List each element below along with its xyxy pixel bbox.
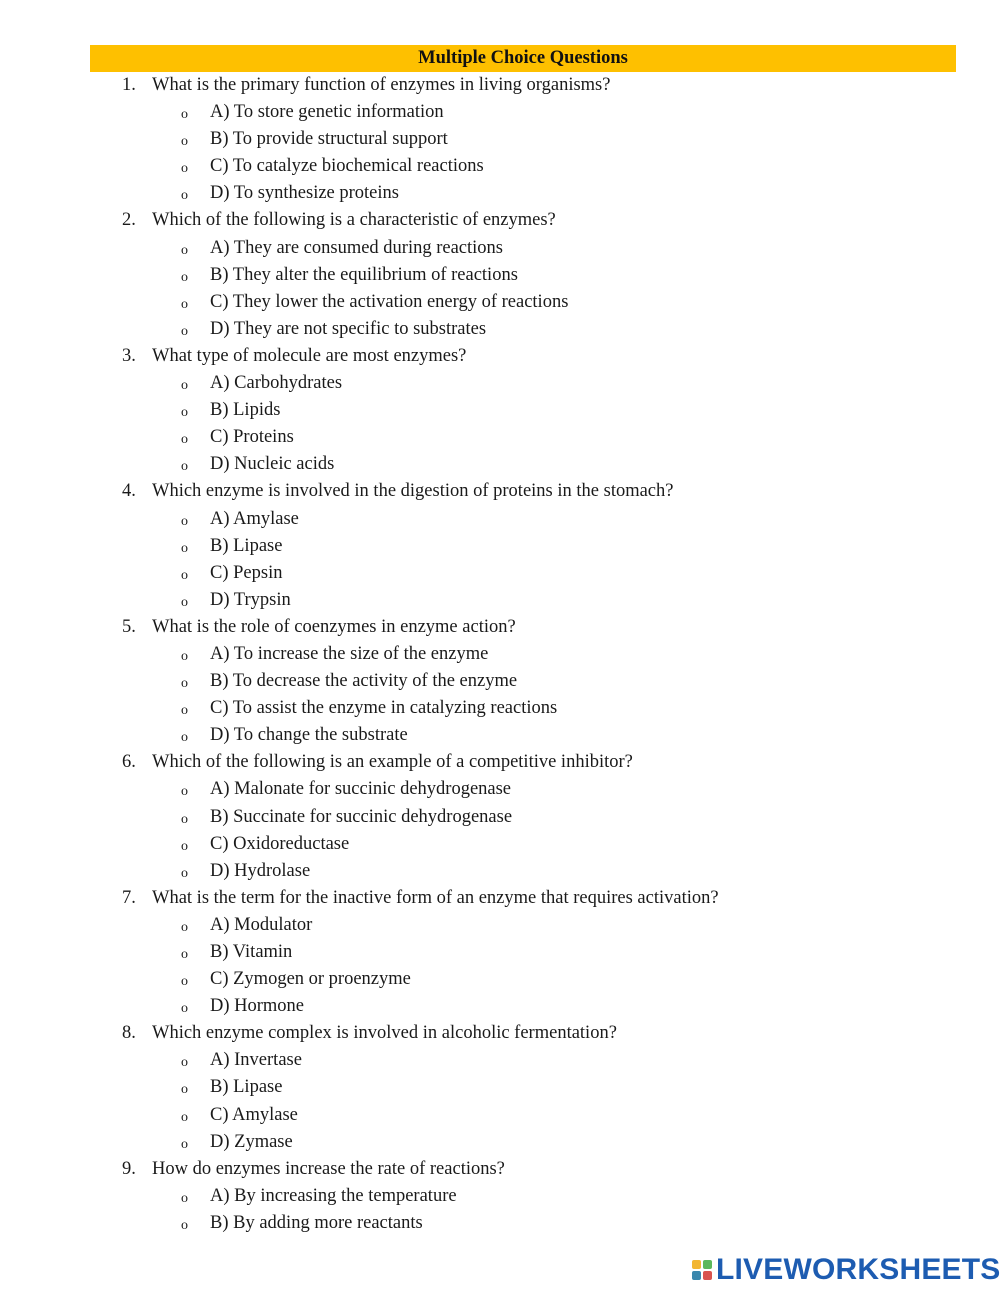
answer-option <box>0 1047 1000 1074</box>
question-text: How do enzymes increase the rate of reactions? <box>152 1158 505 1179</box>
question-text: Which enzyme complex is involved in alcoholic fermentation? <box>152 1023 617 1044</box>
option-text: C) Zymogen or proenzyme <box>210 969 411 990</box>
option-text: C) They lower the activation energy of reactions <box>210 291 569 312</box>
option-bullet-icon: o <box>181 459 188 475</box>
answer-option <box>0 1210 1000 1237</box>
question-3 <box>0 343 1000 370</box>
option-text: A) To store genetic information <box>210 102 444 123</box>
question-list <box>0 72 1000 1237</box>
question-text: Which of the following is a characteristic of enzymes? <box>152 210 556 231</box>
option-text: D) Nucleic acids <box>210 454 335 475</box>
answer-option <box>0 397 1000 424</box>
question-text: What is the primary function of enzymes in living organisms? <box>152 75 611 95</box>
option-text: C) Pepsin <box>210 562 283 583</box>
option-bullet-icon: o <box>181 1217 188 1233</box>
option-text: D) Trypsin <box>210 589 291 610</box>
answer-option <box>0 289 1000 316</box>
answer-option <box>0 1129 1000 1156</box>
answer-option <box>0 560 1000 587</box>
answer-option <box>0 1102 1000 1129</box>
answer-option <box>0 316 1000 343</box>
option-text: B) Lipase <box>210 535 283 556</box>
option-bullet-icon: o <box>181 323 188 339</box>
option-bullet-icon: o <box>181 1001 188 1017</box>
question-4 <box>0 478 1000 505</box>
answer-option <box>0 126 1000 153</box>
question-text: What is the term for the inactive form of an enzyme that requires activation? <box>152 887 719 908</box>
option-text: D) Zymase <box>210 1131 293 1152</box>
option-text: A) By increasing the temperature <box>210 1185 457 1206</box>
logo-square <box>703 1260 712 1269</box>
answer-option <box>0 153 1000 180</box>
option-bullet-icon: o <box>181 947 188 962</box>
answer-option <box>0 1074 1000 1101</box>
answer-option <box>0 370 1000 397</box>
option-bullet-icon: o <box>181 730 188 746</box>
option-text: D) Hormone <box>210 996 305 1017</box>
option-text: B) Lipase <box>210 1077 283 1098</box>
option-text: C) Oxidoreductase <box>210 833 350 854</box>
option-bullet-icon: o <box>181 838 188 854</box>
question-6 <box>0 749 1000 776</box>
option-bullet-icon: o <box>181 811 188 827</box>
option-bullet-icon: o <box>181 432 188 448</box>
option-text: B) To provide structural support <box>210 129 448 150</box>
option-text: B) They alter the equilibrium of reactions <box>210 264 518 285</box>
option-text: A) Amylase <box>210 508 299 529</box>
option-text: B) By adding more reactants <box>210 1212 423 1233</box>
option-bullet-icon: o <box>181 703 188 719</box>
option-text: A) Invertase <box>210 1050 302 1071</box>
option-text: C) To catalyze biochemical reactions <box>210 156 484 177</box>
option-bullet-icon: o <box>181 919 188 935</box>
answer-option <box>0 722 1000 749</box>
option-bullet-icon: o <box>181 567 188 583</box>
option-bullet-icon: o <box>181 378 188 394</box>
option-bullet-icon: o <box>181 1136 188 1152</box>
answer-option <box>0 831 1000 858</box>
option-text: B) Lipids <box>210 400 281 421</box>
logo-square <box>703 1271 712 1280</box>
option-text: A) Carbohydrates <box>210 373 343 394</box>
option-text: C) Amylase <box>210 1104 298 1125</box>
option-bullet-icon: o <box>181 865 188 881</box>
option-text: C) To assist the enzyme in catalyzing reactions <box>210 698 558 719</box>
option-bullet-icon: o <box>181 784 188 800</box>
answer-option <box>0 587 1000 614</box>
liveworksheets-logo <box>692 1253 1000 1287</box>
answer-option <box>0 668 1000 695</box>
answer-option <box>0 1183 1000 1210</box>
option-bullet-icon: o <box>181 161 188 177</box>
answer-option <box>0 533 1000 560</box>
option-bullet-icon: o <box>181 648 188 664</box>
option-text: B) To decrease the activity of the enzyme <box>210 671 518 692</box>
section-title: Multiple Choice Questions <box>90 45 956 72</box>
question-1 <box>0 72 1000 99</box>
question-7 <box>0 885 1000 912</box>
option-bullet-icon: o <box>181 974 188 990</box>
option-bullet-icon: o <box>181 134 188 150</box>
question-text: What type of molecule are most enzymes? <box>152 345 467 366</box>
question-8 <box>0 1020 1000 1047</box>
question-text: What is the role of coenzymes in enzyme action? <box>152 616 516 637</box>
question-number: 6. <box>122 752 136 773</box>
option-text: A) Modulator <box>210 914 313 935</box>
answer-option <box>0 939 1000 966</box>
answer-option <box>0 180 1000 207</box>
question-number: 5. <box>122 616 136 637</box>
option-text: D) They are not specific to substrates <box>210 318 487 339</box>
answer-option <box>0 235 1000 262</box>
question-text: Which of the following is an example of a competitive inhibitor? <box>152 752 633 773</box>
option-text: A) To increase the size of the enzyme <box>210 643 489 664</box>
question-9 <box>0 1156 1000 1183</box>
question-2 <box>0 207 1000 234</box>
answer-option <box>0 695 1000 722</box>
option-bullet-icon: o <box>181 1109 188 1125</box>
option-text: B) Succinate for succinic dehydrogenase <box>210 806 513 827</box>
option-bullet-icon: o <box>181 594 188 610</box>
answer-option <box>0 641 1000 668</box>
answer-option <box>0 99 1000 126</box>
option-bullet-icon: o <box>181 107 188 123</box>
option-bullet-icon: o <box>181 540 188 556</box>
question-5 <box>0 614 1000 641</box>
question-number: 3. <box>122 345 136 366</box>
option-bullet-icon: o <box>181 269 188 285</box>
option-bullet-icon: o <box>181 296 188 312</box>
option-bullet-icon: o <box>181 1055 188 1071</box>
option-bullet-icon: o <box>181 405 188 421</box>
answer-option <box>0 858 1000 885</box>
question-number: 1. <box>122 75 136 95</box>
option-bullet-icon: o <box>181 1190 188 1206</box>
answer-option <box>0 966 1000 993</box>
question-number: 2. <box>122 210 136 231</box>
option-bullet-icon: o <box>181 1082 188 1098</box>
option-bullet-icon: o <box>181 676 188 692</box>
option-text: D) To change the substrate <box>210 725 408 746</box>
logo-mark-icon <box>692 1260 712 1280</box>
option-text: C) Proteins <box>210 427 294 448</box>
logo-square <box>692 1271 701 1280</box>
option-text: D) Hydrolase <box>210 860 311 881</box>
option-text: B) Vitamin <box>210 942 293 962</box>
question-number: 9. <box>122 1158 136 1179</box>
question-number: 7. <box>122 887 136 908</box>
answer-option <box>0 262 1000 289</box>
question-number: 8. <box>122 1023 136 1044</box>
question-number: 4. <box>122 481 136 502</box>
logo-text: LIVEWORKSHEETS <box>716 1253 1000 1286</box>
logo-square <box>692 1260 701 1269</box>
option-bullet-icon: o <box>181 513 188 529</box>
option-text: A) They are consumed during reactions <box>210 237 503 258</box>
option-text: D) To synthesize proteins <box>210 183 399 204</box>
answer-option <box>0 451 1000 478</box>
option-bullet-icon: o <box>181 242 188 258</box>
answer-option <box>0 804 1000 831</box>
answer-option <box>0 776 1000 803</box>
answer-option <box>0 424 1000 451</box>
answer-option <box>0 506 1000 533</box>
option-text: A) Malonate for succinic dehydrogenase <box>210 779 512 800</box>
option-bullet-icon: o <box>181 188 188 204</box>
question-text: Which enzyme is involved in the digestion of proteins in the stomach? <box>152 481 674 502</box>
answer-option <box>0 912 1000 939</box>
answer-option <box>0 993 1000 1020</box>
